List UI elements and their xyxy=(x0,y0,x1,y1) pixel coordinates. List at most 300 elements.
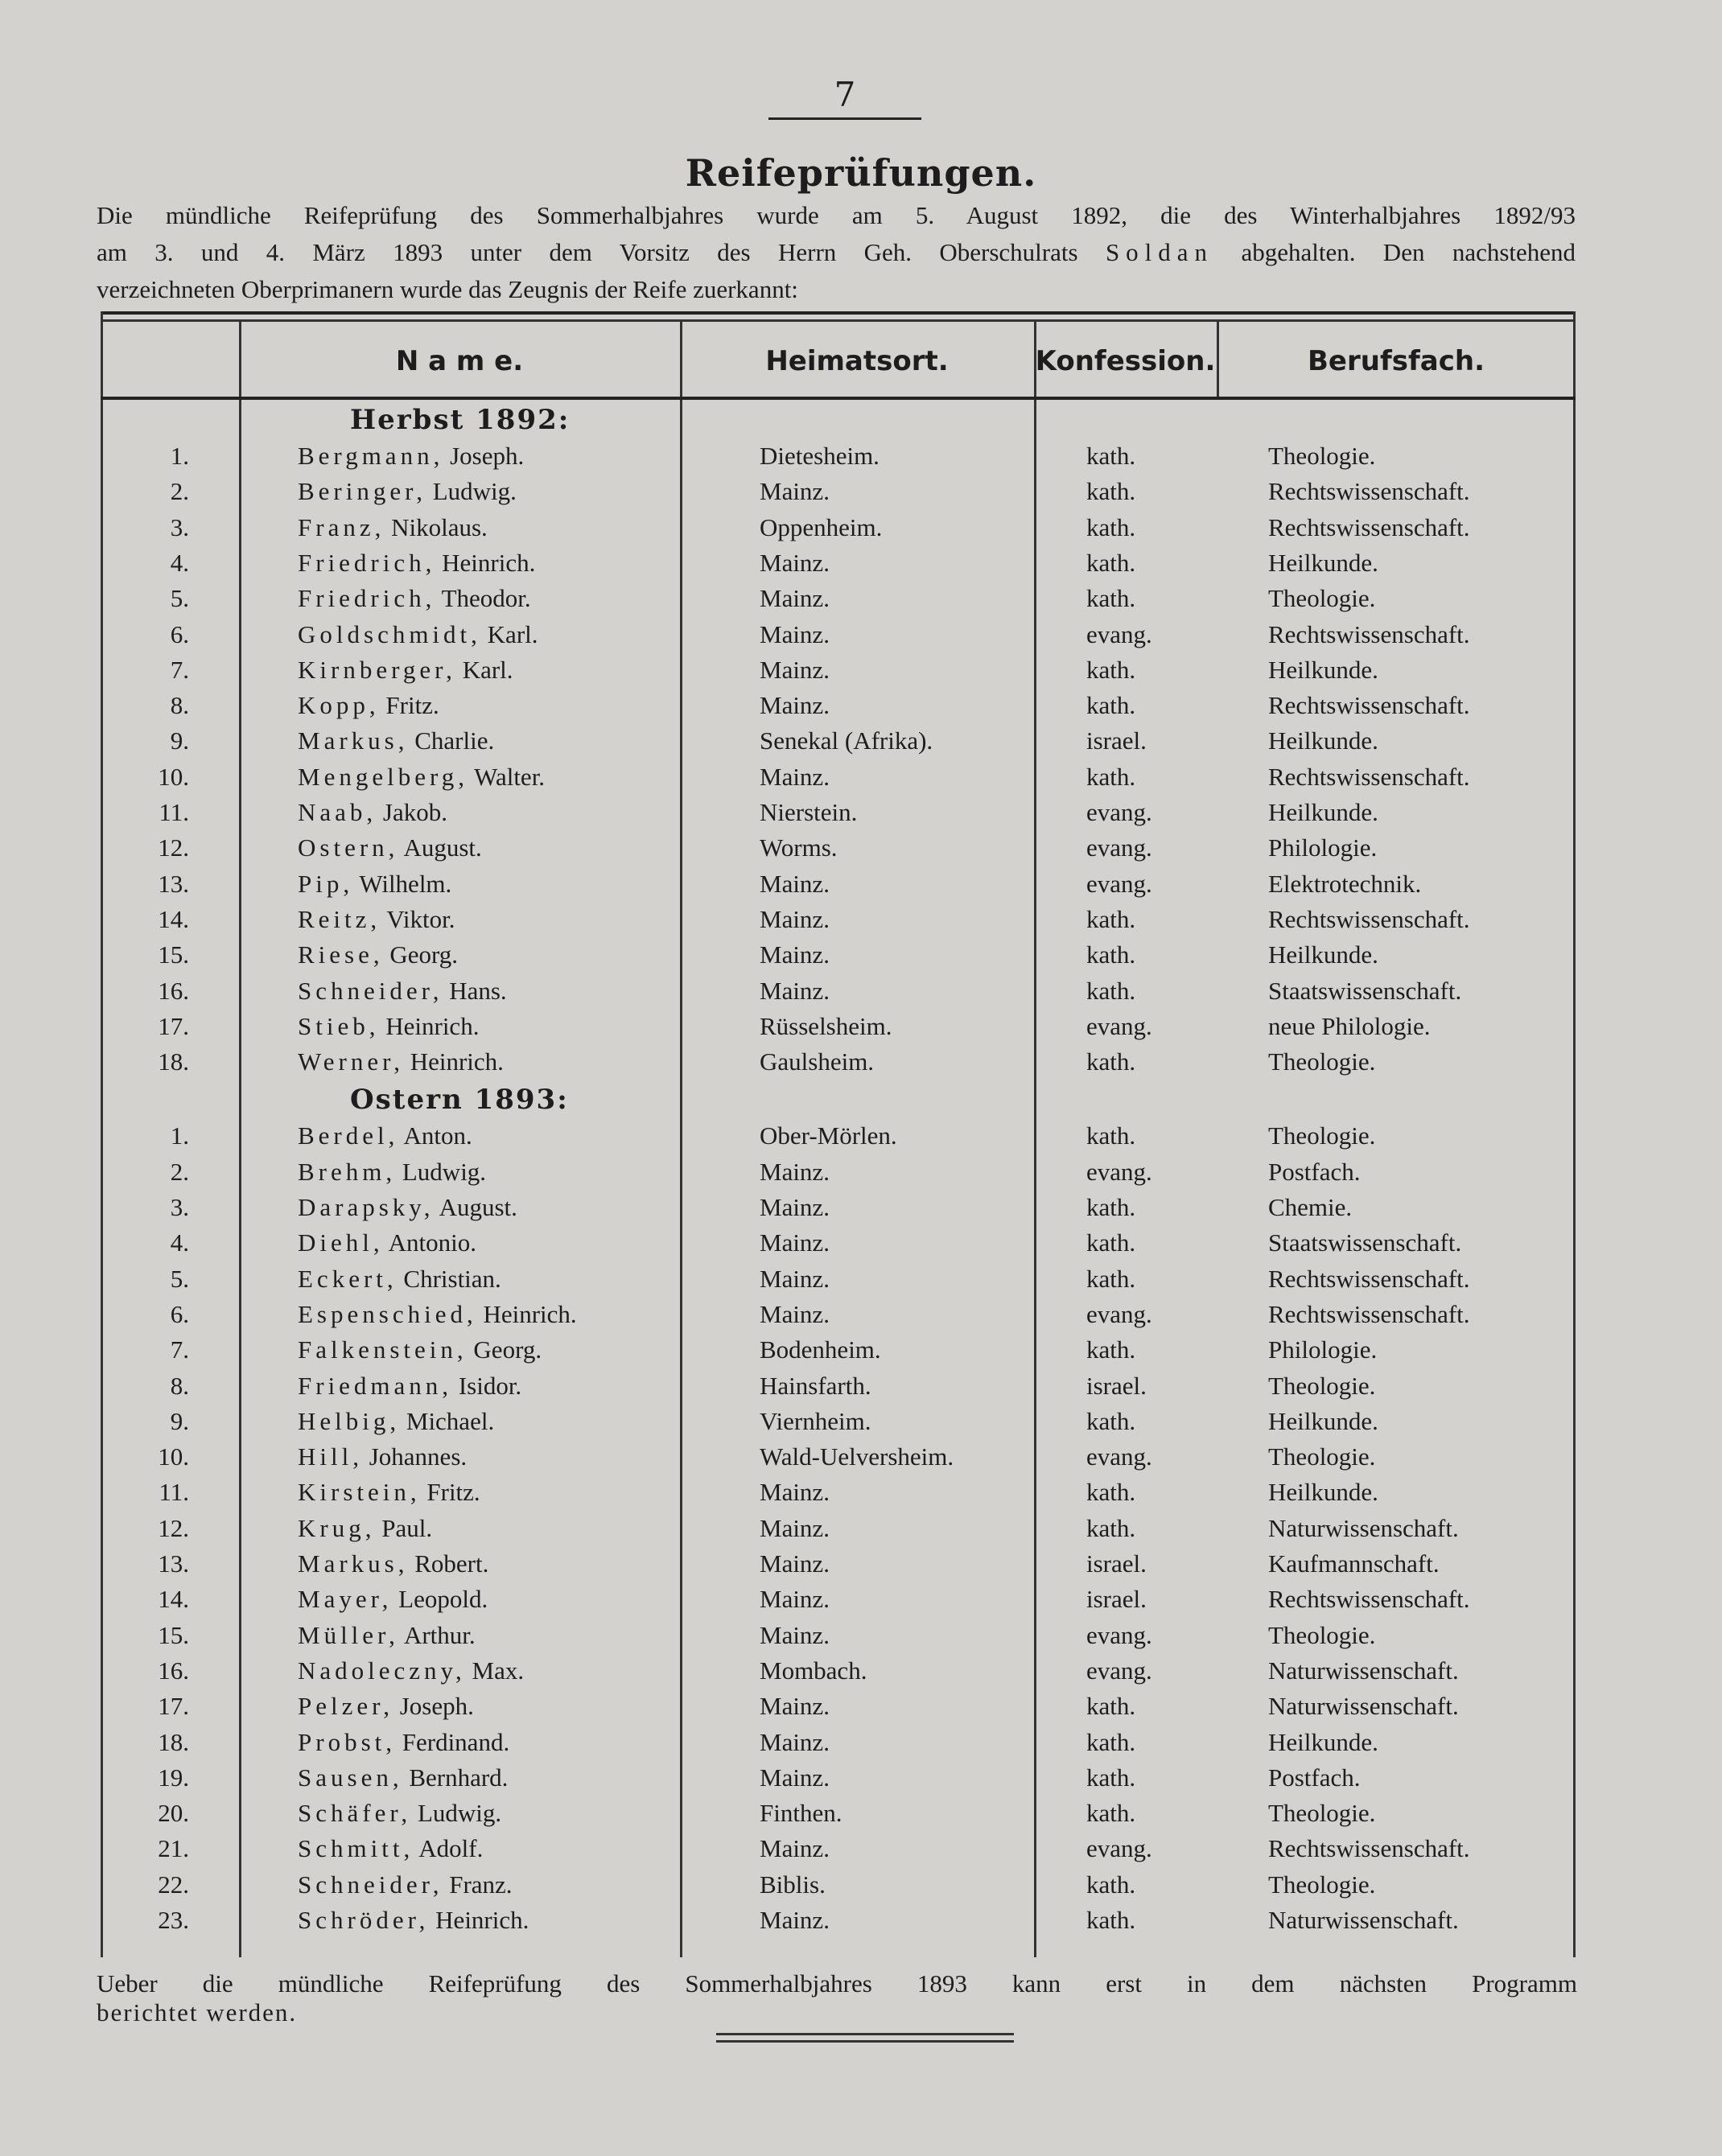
student-surname: Ostern, xyxy=(298,833,399,862)
student-name xyxy=(298,795,447,830)
row-number: 11. xyxy=(159,798,189,826)
row-number: 9. xyxy=(170,726,189,755)
student-given-name: Heinrich. xyxy=(385,1011,480,1040)
student-name xyxy=(298,723,494,759)
student-surname: Mengelberg, xyxy=(298,762,468,791)
student-surname: Eckert, xyxy=(298,1264,398,1293)
student-given-name: Joseph. xyxy=(399,1692,474,1721)
student-name xyxy=(298,438,524,474)
student-given-name: Antonio. xyxy=(388,1228,477,1257)
confession-cell: kath. xyxy=(1086,1513,1136,1542)
profession-cell: Rechtswissenschaft. xyxy=(1268,619,1470,648)
student-surname: Probst, xyxy=(298,1727,396,1756)
table-row xyxy=(101,1225,1576,1261)
table-row xyxy=(101,581,1576,616)
profession-cell: Theologie. xyxy=(1268,1442,1376,1471)
row-number: 21. xyxy=(158,1834,189,1863)
profession-cell: Heilkunde. xyxy=(1268,548,1378,577)
row-number: 10. xyxy=(158,1442,189,1471)
closing-rule xyxy=(716,2033,1014,2035)
student-name xyxy=(298,866,451,902)
table-row xyxy=(101,1831,1576,1866)
table-row xyxy=(101,1044,1576,1080)
confession-cell: evang. xyxy=(1086,1656,1152,1685)
row-number: 2. xyxy=(170,1157,189,1186)
student-name xyxy=(298,1368,521,1404)
row-number: 5. xyxy=(170,584,189,613)
hometown-cell: Mainz. xyxy=(760,655,830,684)
profession-cell: Rechtswissenschaft. xyxy=(1268,762,1470,791)
table-row xyxy=(101,830,1576,866)
student-name xyxy=(298,1618,476,1653)
hometown-cell: Gaulsheim. xyxy=(760,1047,875,1076)
student-name xyxy=(298,545,535,581)
hometown-cell: Mainz. xyxy=(760,477,830,506)
hometown-cell: Ober-Mörlen. xyxy=(760,1121,897,1150)
confession-cell: evang. xyxy=(1086,869,1152,898)
profession-cell: Theologie. xyxy=(1268,1047,1376,1076)
hometown-cell: Mainz. xyxy=(760,904,830,933)
student-surname: Diehl, xyxy=(298,1228,384,1257)
footer-note xyxy=(97,1969,1577,2027)
profession-cell: Heilkunde. xyxy=(1268,726,1378,755)
student-given-name: Theodor. xyxy=(441,584,531,613)
student-given-name: Ludwig. xyxy=(402,1157,487,1186)
confession-cell: kath. xyxy=(1086,548,1136,577)
student-given-name: Nikolaus. xyxy=(391,512,488,541)
table-row xyxy=(101,866,1576,902)
row-number: 12. xyxy=(158,833,189,862)
student-surname: Stieb, xyxy=(298,1011,380,1040)
student-given-name: Joseph. xyxy=(450,442,525,470)
student-given-name: Adolf. xyxy=(418,1834,484,1863)
row-number: 22. xyxy=(158,1870,189,1899)
row-number: 18. xyxy=(158,1047,189,1076)
hometown-cell: Dietesheim. xyxy=(760,442,880,470)
hometown-cell: Mainz. xyxy=(760,1513,830,1542)
profession-cell: Elektrotechnik. xyxy=(1268,869,1422,898)
header-name: N a m e. xyxy=(395,345,524,377)
hometown-cell: Nierstein. xyxy=(760,798,858,826)
student-given-name: Karl. xyxy=(487,619,538,648)
hometown-cell: Mainz. xyxy=(760,1620,830,1649)
student-surname: Espenschied, xyxy=(298,1299,477,1328)
confession-cell: kath. xyxy=(1086,512,1136,541)
profession-cell: Rechtswissenschaft. xyxy=(1268,691,1470,720)
student-surname: Helbig, xyxy=(298,1406,401,1435)
hometown-cell: Mainz. xyxy=(760,1727,830,1756)
confession-cell: kath. xyxy=(1086,1335,1136,1364)
hometown-cell: Viernheim. xyxy=(760,1406,871,1435)
confession-cell: kath. xyxy=(1086,1727,1136,1756)
hometown-cell: Worms. xyxy=(760,833,838,862)
table-row xyxy=(101,510,1576,545)
confession-cell: kath. xyxy=(1086,1121,1136,1150)
row-number: 3. xyxy=(170,1193,189,1221)
profession-cell: Rechtswissenschaft. xyxy=(1268,1585,1470,1614)
confession-cell: kath. xyxy=(1086,976,1136,1005)
confession-cell: kath. xyxy=(1086,691,1136,720)
table-row xyxy=(101,545,1576,581)
confession-cell: israel. xyxy=(1086,1585,1147,1614)
table-row xyxy=(101,1475,1576,1510)
table-row xyxy=(101,1118,1576,1154)
student-given-name: Johannes. xyxy=(369,1442,468,1471)
hometown-cell: Finthen. xyxy=(760,1799,842,1828)
confession-cell: israel. xyxy=(1086,726,1147,755)
intro-line-2-end: abgehalten. Den nachstehend xyxy=(1241,238,1576,266)
confession-cell: kath. xyxy=(1086,762,1136,791)
hometown-cell: Mainz. xyxy=(760,940,830,969)
student-name xyxy=(298,1154,486,1190)
student-name xyxy=(298,1118,472,1154)
student-given-name: Bernhard. xyxy=(409,1763,509,1792)
student-given-name: Fritz. xyxy=(426,1478,480,1507)
profession-cell: Heilkunde. xyxy=(1268,1406,1378,1435)
student-given-name: Heinrich. xyxy=(410,1047,504,1076)
hometown-cell: Mainz. xyxy=(760,548,830,577)
student-name xyxy=(298,937,458,973)
table-row xyxy=(101,937,1576,973)
confession-cell: kath. xyxy=(1086,1692,1136,1721)
footer-line-1: Ueber die mündliche Reifeprüfung des Sommerhalbjahres 1893 kann erst in dem nächsten Programm xyxy=(97,1969,1577,1998)
student-name xyxy=(298,510,488,545)
student-name xyxy=(298,1225,476,1261)
student-surname: Pelzer, xyxy=(298,1692,393,1721)
student-name xyxy=(298,1867,513,1903)
student-given-name: Heinrich. xyxy=(435,1906,529,1934)
student-given-name: Christian. xyxy=(403,1264,501,1293)
intro-line-1: Die mündliche Reifeprüfung des Sommerhalbjahres wurde am 5. August 1892, die des Winterhalbjahres 1892/93 xyxy=(97,201,1576,229)
student-surname: Riese, xyxy=(298,940,384,969)
student-given-name: Charlie. xyxy=(414,726,495,755)
table-row xyxy=(101,1903,1576,1938)
row-number: 15. xyxy=(158,940,189,969)
table-top-rule xyxy=(101,311,1576,315)
student-surname: Schneider, xyxy=(298,1870,443,1899)
profession-cell: Heilkunde. xyxy=(1268,940,1378,969)
student-given-name: August. xyxy=(439,1193,517,1221)
confession-cell: evang. xyxy=(1086,1442,1152,1471)
student-name xyxy=(298,1044,504,1080)
student-name xyxy=(298,1190,517,1225)
student-surname: Franz, xyxy=(298,512,385,541)
student-surname: Kopp, xyxy=(298,691,380,720)
table-row xyxy=(101,1867,1576,1903)
footer-line-2: berichtet werden. xyxy=(97,1998,298,2026)
profession-cell: Rechtswissenschaft. xyxy=(1268,1299,1470,1328)
hometown-cell: Wald-Uelversheim. xyxy=(760,1442,954,1471)
confession-cell: evang. xyxy=(1086,1299,1152,1328)
student-given-name: Arthur. xyxy=(403,1620,476,1649)
table-header-row xyxy=(101,329,1576,393)
table-top-rule-inner xyxy=(101,319,1576,322)
student-name xyxy=(298,1511,432,1546)
student-name xyxy=(298,1725,509,1760)
hometown-cell: Mainz. xyxy=(760,691,830,720)
confession-cell: kath. xyxy=(1086,1406,1136,1435)
profession-cell: Rechtswissenschaft. xyxy=(1268,512,1470,541)
table-row xyxy=(101,1154,1576,1190)
table-row xyxy=(101,1404,1576,1439)
profession-cell: Naturwissenschaft. xyxy=(1268,1513,1459,1542)
row-number: 1. xyxy=(170,1121,189,1150)
profession-cell: Theologie. xyxy=(1268,1620,1376,1649)
table-row xyxy=(101,795,1576,830)
student-given-name: Isidor. xyxy=(458,1371,522,1400)
hometown-cell: Biblis. xyxy=(760,1870,826,1899)
row-number: 20. xyxy=(158,1799,189,1828)
student-name xyxy=(298,1760,508,1796)
header-town: Heimatsort. xyxy=(765,345,949,377)
student-given-name: Ferdinand. xyxy=(402,1727,510,1756)
table-row xyxy=(101,474,1576,509)
student-given-name: Hans. xyxy=(449,976,507,1005)
confession-cell: kath. xyxy=(1086,477,1136,506)
student-surname: Friedrich, xyxy=(298,584,436,613)
student-name xyxy=(298,474,517,509)
profession-cell: Heilkunde. xyxy=(1268,1478,1378,1507)
profession-cell: Kaufmannschaft. xyxy=(1268,1549,1440,1578)
table-row xyxy=(101,688,1576,723)
table-row xyxy=(101,1546,1576,1582)
confession-cell: evang. xyxy=(1086,1834,1152,1863)
student-surname: Bergmann, xyxy=(298,442,444,470)
hometown-cell: Mainz. xyxy=(760,584,830,613)
table-row xyxy=(101,1725,1576,1760)
table-row xyxy=(101,1009,1576,1044)
student-given-name: Georg. xyxy=(473,1335,542,1364)
hometown-cell: Mainz. xyxy=(760,1264,830,1293)
student-surname: Naab, xyxy=(298,798,377,826)
profession-cell: Rechtswissenschaft. xyxy=(1268,477,1470,506)
row-number: 8. xyxy=(170,691,189,720)
row-number: 5. xyxy=(170,1264,189,1293)
intro-line-2 xyxy=(97,234,1576,271)
table-row xyxy=(101,1261,1576,1297)
hometown-cell: Mainz. xyxy=(760,762,830,791)
profession-cell: neue Philologie. xyxy=(1268,1011,1431,1040)
row-number: 13. xyxy=(158,1549,189,1578)
row-number: 8. xyxy=(170,1371,189,1400)
page-title: Reifeprüfungen. xyxy=(685,151,1037,195)
hometown-cell: Mainz. xyxy=(760,1299,830,1328)
student-name xyxy=(298,973,507,1009)
row-number: 2. xyxy=(170,477,189,506)
table-row xyxy=(101,1618,1576,1653)
student-surname: Mayer, xyxy=(298,1585,393,1614)
student-given-name: Fritz. xyxy=(385,691,439,720)
confession-cell: evang. xyxy=(1086,1157,1152,1186)
student-name xyxy=(298,1404,494,1439)
profession-cell: Naturwissenschaft. xyxy=(1268,1656,1459,1685)
profession-cell: Theologie. xyxy=(1268,442,1376,470)
confession-cell: kath. xyxy=(1086,940,1136,969)
student-given-name: Michael. xyxy=(406,1406,495,1435)
row-number: 6. xyxy=(170,1299,189,1328)
student-given-name: Wilhelm. xyxy=(359,869,452,898)
table-row xyxy=(101,617,1576,652)
row-number: 11. xyxy=(159,1478,189,1507)
table-row xyxy=(101,1653,1576,1689)
student-given-name: Anton. xyxy=(403,1121,472,1150)
student-name xyxy=(298,1546,488,1582)
intro-line-3: verzeichneten Oberprimanern wurde das Zeugnis der Reife zuerkannt: xyxy=(97,275,798,303)
table-row xyxy=(101,723,1576,759)
student-surname: Reitz, xyxy=(298,904,381,933)
confession-cell: kath. xyxy=(1086,1906,1136,1934)
student-surname: Darapsky, xyxy=(298,1193,435,1221)
student-given-name: Viktor. xyxy=(386,904,455,933)
table-row xyxy=(101,1190,1576,1225)
confession-cell: kath. xyxy=(1086,1193,1136,1221)
graduates-table xyxy=(101,311,1576,1957)
header-field: Berufsfach. xyxy=(1308,345,1485,377)
hometown-cell: Hainsfarth. xyxy=(760,1371,871,1400)
confession-cell: kath. xyxy=(1086,1228,1136,1257)
student-surname: Schmitt, xyxy=(298,1834,414,1863)
confession-cell: kath. xyxy=(1086,442,1136,470)
table-row xyxy=(101,1439,1576,1475)
student-surname: Pip, xyxy=(298,869,354,898)
hometown-cell: Mainz. xyxy=(760,1763,830,1792)
student-surname: Falkenstein, xyxy=(298,1335,468,1364)
intro-line-2-start: am 3. und 4. März 1893 unter dem Vorsitz des Herrn Geh. Oberschulrats xyxy=(97,238,1078,266)
student-name xyxy=(298,581,531,616)
student-name xyxy=(298,1653,524,1689)
student-given-name: Paul. xyxy=(381,1513,433,1542)
student-surname: Schäfer, xyxy=(298,1799,412,1828)
student-name xyxy=(298,1689,474,1724)
table-row xyxy=(101,1511,1576,1546)
table-row xyxy=(101,1297,1576,1332)
student-given-name: Max. xyxy=(472,1656,525,1685)
student-given-name: Heinrich. xyxy=(442,548,536,577)
row-number: 18. xyxy=(158,1727,189,1756)
hometown-cell: Mainz. xyxy=(760,1906,830,1934)
student-given-name: August. xyxy=(403,833,482,862)
student-given-name: Georg. xyxy=(389,940,459,969)
profession-cell: Theologie. xyxy=(1268,1121,1376,1150)
student-surname: Berdel, xyxy=(298,1121,399,1150)
student-surname: Kirnberger, xyxy=(298,655,456,684)
row-number: 7. xyxy=(170,1335,189,1364)
table-row xyxy=(101,438,1576,474)
profession-cell: Rechtswissenschaft. xyxy=(1268,1264,1470,1293)
confession-cell: kath. xyxy=(1086,1799,1136,1828)
confession-cell: evang. xyxy=(1086,1011,1152,1040)
profession-cell: Theologie. xyxy=(1268,1371,1376,1400)
profession-cell: Staatswissenschaft. xyxy=(1268,976,1462,1005)
student-name xyxy=(298,1475,480,1510)
hometown-cell: Mainz. xyxy=(760,1692,830,1721)
table-row xyxy=(101,1760,1576,1796)
confession-cell: israel. xyxy=(1086,1549,1147,1578)
row-number: 6. xyxy=(170,619,189,648)
hometown-cell: Mainz. xyxy=(760,1549,830,1578)
table-row xyxy=(101,973,1576,1009)
student-name xyxy=(298,652,513,688)
profession-cell: Heilkunde. xyxy=(1268,798,1378,826)
table-row xyxy=(101,902,1576,937)
hometown-cell: Mainz. xyxy=(760,1834,830,1863)
student-given-name: Heinrich. xyxy=(483,1299,577,1328)
confession-cell: evang. xyxy=(1086,798,1152,826)
row-number: 16. xyxy=(158,1656,189,1685)
student-name xyxy=(298,1332,542,1368)
row-number: 14. xyxy=(158,1585,189,1614)
hometown-cell: Mainz. xyxy=(760,619,830,648)
profession-cell: Naturwissenschaft. xyxy=(1268,1906,1459,1934)
hometown-cell: Mainz. xyxy=(760,1478,830,1507)
row-number: 17. xyxy=(158,1692,189,1721)
profession-cell: Heilkunde. xyxy=(1268,655,1378,684)
student-name xyxy=(298,1831,483,1866)
hometown-cell: Mombach. xyxy=(760,1656,867,1685)
profession-cell: Naturwissenschaft. xyxy=(1268,1692,1459,1721)
confession-cell: kath. xyxy=(1086,1870,1136,1899)
row-number: 14. xyxy=(158,904,189,933)
table-header-rule xyxy=(101,397,1576,400)
hometown-cell: Mainz. xyxy=(760,1585,830,1614)
row-number: 15. xyxy=(158,1620,189,1649)
student-name xyxy=(298,617,538,652)
confession-cell: evang. xyxy=(1086,1620,1152,1649)
student-given-name: Leopold. xyxy=(398,1585,488,1614)
profession-cell: Theologie. xyxy=(1268,1799,1376,1828)
profession-cell: Theologie. xyxy=(1268,1870,1376,1899)
student-surname: Friedmann, xyxy=(298,1371,453,1400)
student-surname: Schneider, xyxy=(298,976,443,1005)
student-surname: Friedrich, xyxy=(298,548,436,577)
student-surname: Müller, xyxy=(298,1620,399,1649)
row-number: 1. xyxy=(170,442,189,470)
hometown-cell: Oppenheim. xyxy=(760,512,883,541)
student-name xyxy=(298,1903,529,1938)
student-name xyxy=(298,688,439,723)
confession-cell: israel. xyxy=(1086,1371,1147,1400)
table-row xyxy=(101,1689,1576,1724)
header-confession: Konfession. xyxy=(1035,345,1216,377)
hometown-cell: Mainz. xyxy=(760,1157,830,1186)
student-given-name: Ludwig. xyxy=(417,1799,502,1828)
profession-cell: Postfach. xyxy=(1268,1763,1361,1792)
student-name xyxy=(298,830,482,866)
student-surname: Krug, xyxy=(298,1513,376,1542)
row-number: 13. xyxy=(158,869,189,898)
student-surname: Nadoleczny, xyxy=(298,1656,466,1685)
page-number: 7 xyxy=(768,74,921,120)
confession-cell: kath. xyxy=(1086,584,1136,613)
hometown-cell: Senekal (Afrika). xyxy=(760,726,933,755)
table-row xyxy=(101,652,1576,688)
confession-cell: kath. xyxy=(1086,904,1136,933)
student-given-name: Jakob. xyxy=(382,798,447,826)
confession-cell: kath. xyxy=(1086,655,1136,684)
confession-cell: kath. xyxy=(1086,1264,1136,1293)
profession-cell: Postfach. xyxy=(1268,1157,1361,1186)
profession-cell: Staatswissenschaft. xyxy=(1268,1228,1462,1257)
row-number: 4. xyxy=(170,1228,189,1257)
confession-cell: evang. xyxy=(1086,833,1152,862)
table-row xyxy=(101,759,1576,795)
confession-cell: kath. xyxy=(1086,1478,1136,1507)
student-surname: Beringer, xyxy=(298,477,426,506)
confession-cell: kath. xyxy=(1086,1047,1136,1076)
student-surname: Markus, xyxy=(298,1549,409,1578)
student-surname: Kirstein, xyxy=(298,1478,421,1507)
student-name xyxy=(298,902,455,937)
